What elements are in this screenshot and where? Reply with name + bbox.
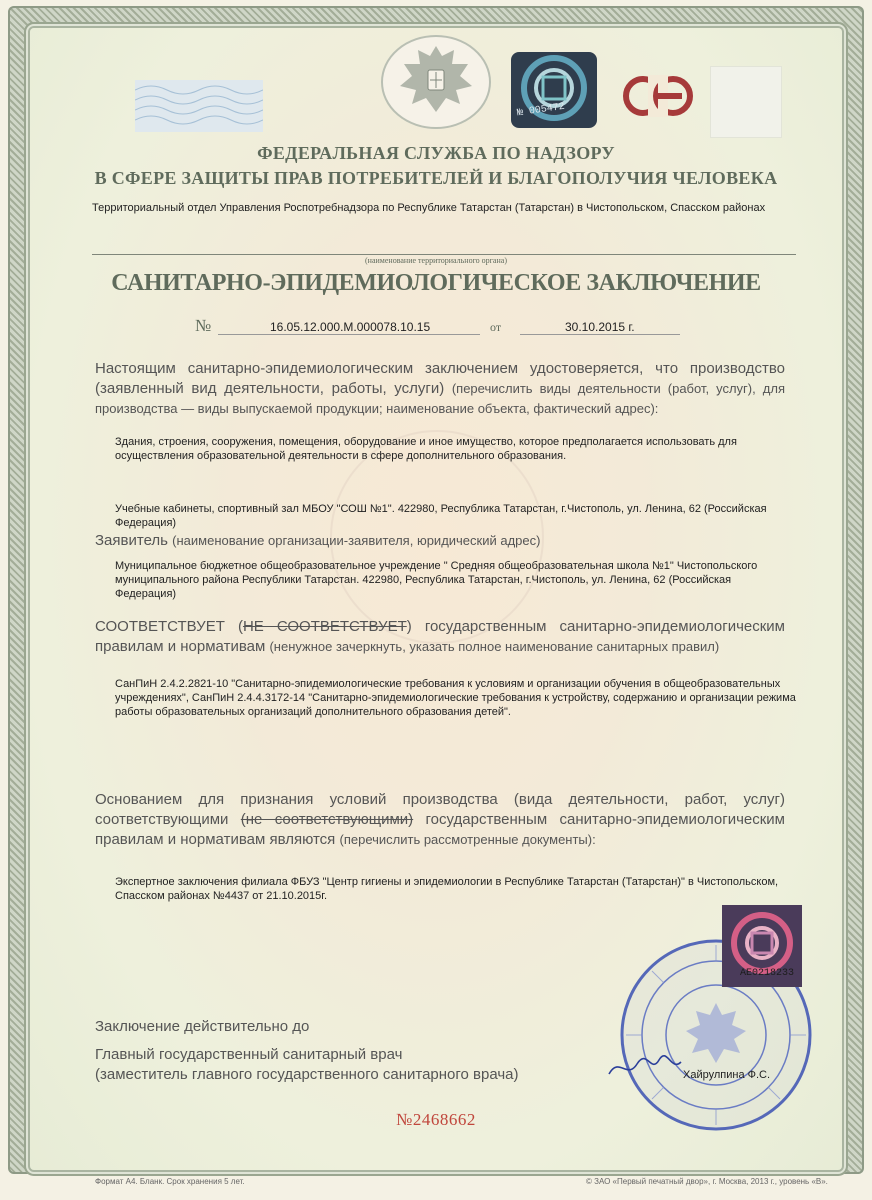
applicant-heading (95, 532, 540, 549)
compliance-close: ) (406, 618, 412, 635)
chief-doctor-title: Главный государственный санитарный врач (95, 1046, 403, 1063)
basis-rest: государственным санитарно-эпидемиологическим правилам и нормативам являются (95, 811, 785, 848)
activity-description: Здания, строения, сооружения, помещения, оборудование и иное имущество, которое предполагается использовать для осуществления образовательной деятельности в сфере дополнительного образования. (115, 436, 737, 462)
agency-name-line2: В СФЕРЕ ЗАЩИТЫ ПРАВ ПОТРЕБИТЕЛЕЙ И БЛАГОПОЛУЧИЯ ЧЕЛОВЕКА (94, 168, 778, 188)
basis-lead: Основанием для признания условий производства (вида деятельности, работ, услуг) соответствующими (95, 791, 785, 828)
basis-note: (перечислить рассмотренные документы): (339, 832, 596, 847)
footer-format: Формат А4. Бланк. Срок хранения 5 лет. (95, 1177, 245, 1186)
signatory-name: Хайрулпина Ф.С. (683, 1069, 771, 1081)
date-from-label: от (490, 320, 502, 334)
emblem-icon (380, 30, 492, 130)
hologram-code-bottom: AE0218233 (740, 968, 795, 979)
deputy-chief-title: (заместитель главного государственного санитарного врача) (95, 1066, 519, 1083)
basis-documents: Экспертное заключения филиала ФБУЗ "Центр гигиены и эпидемиологии в Республике Татарстан (Татарстан)" в Чистопольском, Спасском районах №4437 от 21.10.2015г. (115, 876, 779, 902)
basis-struck: (не соответствующими) (240, 811, 414, 828)
object-address: Учебные кабинеты, спортивный зал МБОУ "СОШ №1". 422980, Республика Татарстан, г.Чистополь, ул. Ленина, 62 (Российская Федерация) (115, 503, 767, 529)
production-note: (перечислить виды деятельности (работ, услуг), для производства — виды выпускаемой продукции; наименование объекта, фактический адрес): (95, 381, 785, 416)
number-underline (218, 334, 480, 335)
noncompliance-struck: НЕ СООТВЕТСТВУЕТ (242, 618, 407, 635)
territorial-caption: (наименование территориального органа) (365, 256, 507, 265)
compliance-rest: государственным санитарно-эпидемиологическим правилам и нормативам (95, 618, 785, 655)
number-sign: № (195, 316, 212, 335)
compliance-statement (95, 617, 785, 657)
applicant-label: Заявитель (95, 532, 168, 549)
reserved-box (710, 66, 782, 138)
sanitary-rules: СанПиН 2.4.2.2821-10 "Санитарно-эпидемиологические требования к условиям и организации обучения в общеобразовательных учреждениях", СанПиН 2.4.4.3172-14 "Санитарно-эпидемиологические требования к устройству, содержанию и организации режима работы образовательных организаций дополнительного образования детей". (115, 678, 796, 718)
microprint-block (135, 80, 263, 132)
agency-name-line1: ФЕДЕРАЛЬНАЯ СЛУЖБА ПО НАДЗОРУ (257, 143, 615, 163)
compliance-open: ( (237, 618, 243, 635)
section-production-intro (95, 359, 785, 419)
validity-label: Заключение действительно до (95, 1018, 310, 1035)
signature-icon (605, 1052, 685, 1082)
blank-number: №2468662 (396, 1110, 476, 1129)
document-title: САНИТАРНО-ЭПИДЕМИОЛОГИЧЕСКОЕ ЗАКЛЮЧЕНИЕ (111, 270, 761, 296)
certificate-number: 16.05.12.000.М.000078.10.15 (270, 320, 431, 334)
compliance-note: (ненужное зачеркнуть, указать полное наименование санитарных правил) (269, 639, 720, 654)
hologram-code-top: № 005472 (516, 101, 566, 120)
compliance-word: СООТВЕТСТВУЕТ (95, 618, 225, 635)
se-mark-icon (622, 75, 694, 117)
applicant-note: (наименование организации-заявителя, юридический адрес) (172, 533, 541, 548)
production-lead: Настоящим санитарно-эпидемиологическим заключением удостоверяется, что производство (заявленный вид деятельности, работы, услуги) (95, 360, 785, 397)
territorial-office: Территориальный отдел Управления Роспотребнадзора по Республике Татарстан (Татарстан) в Чистопольском, Спасском районах (92, 202, 766, 214)
date-underline (520, 334, 680, 335)
applicant-value: Муниципальное бюджетное общеобразовательное учреждение " Средняя общеобразовательная школа №1" Чистопольского муниципального района Республики Татарстан. 422980, Республика Татарстан, г.Чистополь, ул. Ленина, 62 (Российская Федерация) (115, 560, 758, 600)
footer-printer: © ЗАО «Первый печатный двор», г. Москва, 2013 г., уровень «В». (586, 1177, 828, 1186)
certificate-date: 30.10.2015 г. (565, 320, 635, 334)
basis-statement (95, 790, 785, 850)
territorial-rule (92, 254, 796, 255)
